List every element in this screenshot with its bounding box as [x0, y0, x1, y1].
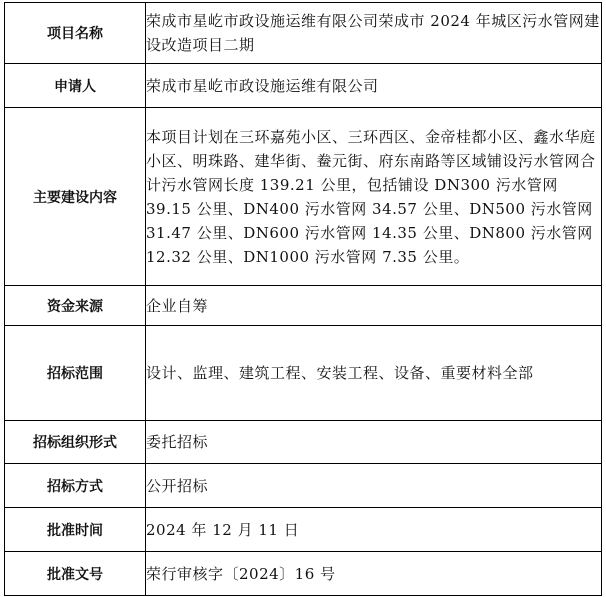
row-label-applicant: 申请人: [5, 64, 146, 108]
row-label-approval-date: 批准时间: [5, 508, 146, 552]
row-label-project-name: 项目名称: [5, 3, 146, 64]
row-value-project-name: 荣成市星屹市政设施运维有限公司荣成市 2024 年城区污水管网建设改造项目二期: [146, 3, 602, 64]
row-value-approval-number: 荣行审核字〔2024〕16 号: [146, 552, 602, 596]
row-value-bid-scope: 设计、监理、建筑工程、安装工程、设备、重要材料全部: [146, 326, 602, 421]
row-value-construction-content: 本项目计划在三环嘉苑小区、三环西区、金帝桂都小区、鑫水华庭小区、明珠路、建华街、鲞元街、府东南路等区域铺设污水管网合计污水管网长度 139.21 公里，包括铺设 DN300 污水管网 39.15 公里、DN400 污水管网 34.57 公里、DN500 污水管网 31.47 公里、DN600 污水管网 14.35 公里、DN800 污水管网 12.32 公里、DN1000 污水管网 7.35 公里。: [146, 108, 602, 286]
table-row: [5, 286, 602, 326]
row-value-applicant: 荣成市星屹市政设施运维有限公司: [146, 64, 602, 108]
row-label-bid-organization: 招标组织形式: [5, 421, 146, 464]
table-row: [5, 64, 602, 108]
table-row: [5, 108, 602, 286]
row-label-bid-scope: 招标范围: [5, 326, 146, 421]
table-row: [5, 421, 602, 464]
row-label-construction-content: 主要建设内容: [5, 108, 146, 286]
row-value-bid-organization: 委托招标: [146, 421, 602, 464]
table-row: [5, 3, 602, 64]
table-row: [5, 552, 602, 596]
row-value-fund-source: 企业自筹: [146, 286, 602, 326]
row-value-bid-method: 公开招标: [146, 464, 602, 508]
table-row: [5, 464, 602, 508]
row-value-approval-date: 2024 年 12 月 11 日: [146, 508, 602, 552]
row-label-approval-number: 批准文号: [5, 552, 146, 596]
project-info-table: [4, 2, 602, 596]
row-label-bid-method: 招标方式: [5, 464, 146, 508]
table-row: [5, 508, 602, 552]
table-row: [5, 326, 602, 421]
row-label-fund-source: 资金来源: [5, 286, 146, 326]
